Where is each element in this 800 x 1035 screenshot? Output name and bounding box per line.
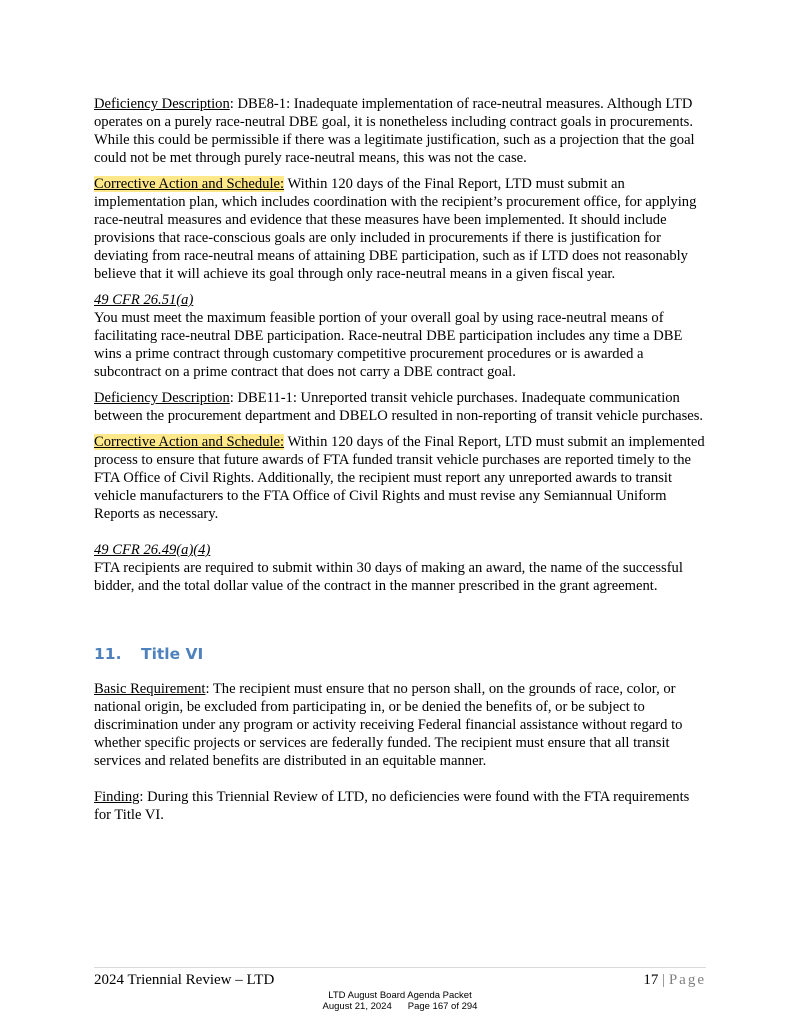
deficiency-text: : DBE11-1: Unreported transit vehicle purchases. Inadequate communication between the procurement department and DBELO resulted in non-reporting of transit vehicle purchases. <box>94 390 704 424</box>
deficiency-text: : DBE8-1: Inadequate implementation of race-neutral measures. Although LTD operates on a purely race-neutral DBE goal, it is nonetheless including contract goals in procurements. While this could be permissible if there was a legitimate justification, such as a projection that the goal could not be met through purely race-neutral means, this was not the case. <box>94 96 695 166</box>
regulation-citation: 49 CFR 26.49(a)(4) <box>94 542 211 558</box>
basic-requirement-text: : The recipient must ensure that no person shall, on the grounds of race, color, or national origin, be excluded from participating in, or be denied the benefits of, or be subject to discrimination under any program or activity receiving Federal financial assistance without regard to whether specific projects or services are federally funded. The recipient must ensure that all transit services and related benefits are distributed in an equitable manner. <box>94 681 683 769</box>
footer-page-number: 17 | Page <box>643 972 706 988</box>
corrective-action-label: Corrective Action and Schedule: <box>94 434 285 450</box>
finding-block <box>94 788 706 824</box>
packet-stamp-title: LTD August Board Agenda Packet <box>328 990 472 1001</box>
corrective-action-label: Corrective Action and Schedule: <box>94 176 285 192</box>
deficiency-block-2 <box>94 389 706 425</box>
section-heading <box>94 645 706 663</box>
regulation-block-1 <box>94 291 706 381</box>
section-title: Title VI <box>141 645 204 663</box>
corrective-action-text: Within 120 days of the Final Report, LTD must submit an implemented process to ensure that future awards of FTA funded transit vehicle purchases are reported timely to the FTA Office of Civil Rights. Additionally, the recipient must report any unreported awards to transit vehicle manufacturers to the FTA Office of Civil Rights and must revise any Semiannual Uniform Reports as necessary. <box>94 434 705 522</box>
packet-stamp-details: August 21, 2024 Page 167 of 294 <box>322 1001 478 1012</box>
regulation-text: You must meet the maximum feasible portion of your overall goal by using race-neutral means of facilitating race-neutral DBE participation. Race-neutral DBE participation includes any time a DBE wins a prime contract through customary competitive procurement procedures or is awarded a subcontract on a prime contract that does not carry a DBE contract goal. <box>94 310 683 380</box>
finding-label: Finding <box>94 789 140 805</box>
packet-stamp <box>0 990 800 1012</box>
corrective-action-block-2 <box>94 433 706 523</box>
section-number: 11. <box>94 645 122 663</box>
corrective-action-text: Within 120 days of the Final Report, LTD must submit an implementation plan, which includes coordination with the recipient’s procurement office, for applying race-neutral measures and evidence that these measures have been implemented. It should include provisions that race-conscious goals are only included in procurements if there is justification for deviating from race-neutral means of attaining DBE participation, such as if LTD does not reasonably believe that it will achieve its goal through only race-neutral means in a given fiscal year. <box>94 176 697 282</box>
basic-requirement-label: Basic Requirement <box>94 681 206 697</box>
finding-text: : During this Triennial Review of LTD, no deficiencies were found with the FTA requirements for Title VI. <box>94 789 690 823</box>
page-footer <box>94 967 706 990</box>
deficiency-block-1 <box>94 95 706 167</box>
footer-document-title: 2024 Triennial Review – LTD <box>94 972 275 988</box>
basic-requirement-block <box>94 680 706 770</box>
regulation-block-2 <box>94 541 706 595</box>
deficiency-label: Deficiency Description <box>94 96 230 112</box>
corrective-action-block-1 <box>94 175 706 283</box>
document-body <box>94 95 706 824</box>
deficiency-label: Deficiency Description <box>94 390 230 406</box>
regulation-text: FTA recipients are required to submit within 30 days of making an award, the name of the successful bidder, and the total dollar value of the contract in the manner prescribed in the grant agreement. <box>94 560 683 594</box>
regulation-citation: 49 CFR 26.51(a) <box>94 292 194 308</box>
